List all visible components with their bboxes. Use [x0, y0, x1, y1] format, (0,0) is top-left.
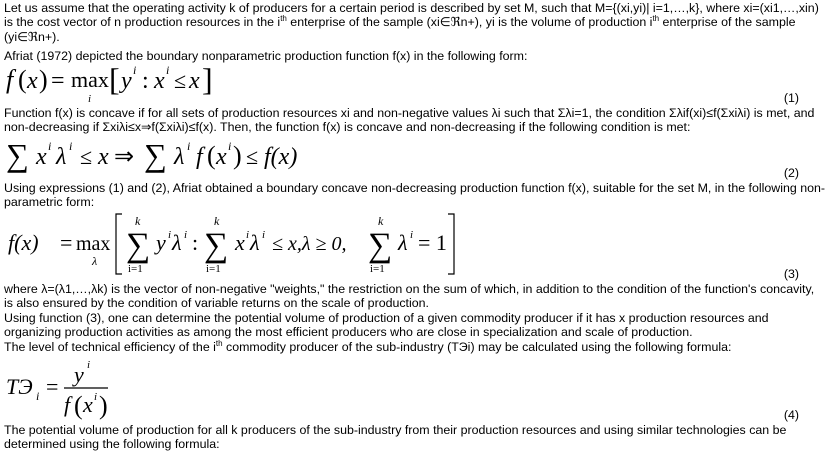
- eq3-y-sup: i: [168, 229, 172, 241]
- eq3-lambda3: λ: [398, 230, 408, 255]
- eq3-equals: =: [60, 230, 73, 255]
- eq3-x: x: [235, 230, 245, 255]
- eq3-bracket-close: [448, 214, 454, 274]
- eq3-sum3: ∑: [368, 227, 393, 264]
- eq3-sum2: ∑: [204, 227, 229, 264]
- eq2-x2: x: [216, 144, 227, 170]
- para1-sup1: th: [280, 14, 287, 24]
- paragraph-afriat-result: Using expressions (1) and (2), Afriat obtained a boundary concave non-decreasing production function f(x), suitable for the set M, in the following non-parametric form:: [4, 181, 825, 210]
- eq3-sum3-lower: i=1: [370, 263, 385, 275]
- eq3-max-sub: λ: [92, 254, 98, 268]
- eq2-f: f: [196, 144, 203, 170]
- eq1-equals: =: [51, 68, 65, 94]
- para1-text-c: enterprise of the sample (yi∈ℜn+).: [4, 15, 796, 44]
- para1-text-b: enterprise of the sample (xi∈ℜn+), yi is the volume of production i: [286, 15, 653, 30]
- eq1-y-sup: i: [133, 63, 137, 77]
- eq2-x2-sup: i: [228, 139, 232, 153]
- eq3-max: max: [76, 233, 111, 255]
- eq3-lambda: λ: [172, 230, 182, 255]
- eq2-sum: ∑: [6, 137, 29, 173]
- equation-2-number: (2): [783, 166, 799, 180]
- eq3-sum2-upper: k: [214, 214, 220, 228]
- paragraph-potential: Using function (3), one can determine the potential volume of production of a given commodity producer if it has x production resources and organizing production activities as among the most efficient producers who are close in specialization and scale of production.: [4, 311, 769, 340]
- eq3-lambda-sup: i: [184, 229, 188, 241]
- eq2-fx: f(x): [264, 144, 298, 170]
- eq4-paren-open: (: [74, 391, 83, 420]
- eq3-lambda2: λ: [250, 230, 260, 255]
- paragraph-weights: where λ=(λ1,…,λk) is the vector of non-negative "weights," the restriction on the sum of which, in addition to the condition of the function's concavity, is also ensured by the condition of variable returns on the scale of production.: [4, 282, 815, 311]
- eq1-max: max: [71, 67, 109, 92]
- eq4-lhs: TЭ: [6, 374, 33, 399]
- eq2-x-sup: i: [48, 139, 52, 153]
- para1-text-a: Let us assume that the operating activity k of producers for a certain period is described by set M, such that M={(xi,yi)| i=1,…,k}, where xi=(xi1,…,xin) is the cost vector of n production resources in the i: [4, 1, 819, 30]
- eq1-x2: x: [154, 68, 165, 94]
- eq1-y: y: [121, 68, 132, 94]
- eq1-x: x: [27, 68, 38, 94]
- eq1-paren-open: (: [18, 65, 27, 94]
- eq3-sum1: ∑: [126, 227, 151, 264]
- eq3-y: y: [156, 230, 166, 255]
- eq4-equals: =: [46, 374, 59, 399]
- eq3-conditions: ≤ x,λ ≥ 0,: [272, 233, 347, 255]
- eq3-sum1-upper: k: [135, 214, 141, 228]
- eq3-colon: :: [192, 230, 199, 255]
- eq1-colon: :: [142, 68, 149, 94]
- paragraph-potential-volume: The potential volume of production for all k producers of the sub-industry from their production resources and using similar technologies can be determined using the following formula:: [4, 423, 787, 452]
- eq4-lhs-sub: i: [36, 389, 40, 403]
- eq1-paren-close: ): [39, 65, 48, 94]
- eq3-lambda2-sup: i: [262, 229, 266, 241]
- equation-4-number: (4): [783, 408, 799, 422]
- eq3-lambda3-sup: i: [410, 229, 414, 241]
- para1-sup2: th: [652, 14, 660, 24]
- eq4-numerator: y: [74, 362, 84, 387]
- eq2-paren-open: (: [207, 141, 216, 170]
- paragraph-efficiency: [4, 340, 826, 354]
- eq2-sum2: ∑: [144, 137, 167, 173]
- paragraph-afriat: Afriat (1972) depicted the boundary nonparametric production function f(x) in the following form:: [4, 49, 528, 63]
- eq2-le2: ≤: [246, 144, 259, 169]
- eq1-max-index: i: [88, 93, 92, 104]
- eq3-equals-one: = 1: [418, 230, 447, 255]
- eq2-paren-close: ): [233, 141, 242, 170]
- eq1-bracket-close: ]: [202, 61, 213, 97]
- para7-text-b: commodity producer of the sub-industry (TЭi) may be calculated using the following formula:: [222, 340, 732, 354]
- eq3-bracket-open: [116, 214, 122, 274]
- eq3-fx: f(x): [8, 230, 39, 255]
- equation-1: [4, 60, 224, 104]
- eq2-xr: x: [98, 144, 109, 170]
- eq3-x-sup: i: [246, 229, 250, 241]
- eq3-sum1-lower: i=1: [128, 263, 143, 275]
- eq2-lambda2: λ: [174, 144, 185, 170]
- eq3-sum3-upper: k: [378, 214, 384, 228]
- eq2-lambda: λ: [56, 144, 67, 170]
- equation-3: [4, 210, 474, 278]
- para7-sup: th: [215, 338, 223, 348]
- eq4-paren-close: ): [99, 391, 108, 420]
- eq2-lambda-sup: i: [69, 139, 73, 153]
- equation-3-number: (3): [783, 267, 799, 281]
- eq3-sum2-lower: i=1: [206, 263, 221, 275]
- eq2-le: ≤: [80, 144, 93, 169]
- eq1-le: ≤: [174, 68, 187, 93]
- para7-text-a: The level of technical efficiency of the i: [4, 340, 216, 354]
- equation-4: [4, 356, 124, 422]
- eq4-denominator-x: x: [83, 392, 93, 417]
- eq4-den-sup: i: [94, 391, 98, 403]
- eq1-rhs: x: [189, 68, 200, 94]
- eq4-denominator-f: f: [64, 392, 71, 417]
- eq1-x2-sup: i: [166, 63, 170, 77]
- eq2-lambda2-sup: i: [187, 139, 191, 153]
- eq1-bracket-open: [: [109, 61, 120, 97]
- equation-2: [4, 136, 324, 176]
- eq2-implies: ⇒: [114, 144, 135, 170]
- paragraph-intro: [4, 1, 826, 44]
- equation-1-number: (1): [783, 91, 799, 105]
- eq1-f: f: [6, 65, 14, 94]
- paragraph-concavity: Function f(x) is concave if for all sets of production resources xi and non-negative values λi such that Σλi=1, the condition Σλif(xi)≤f(Σxiλi) is met, and non-decreasing if Σxiλi≤x⇒f(Σxiλi)≤f(x). Then, the function f(x) is concave and non-decreasing if the following condition is met:: [4, 106, 815, 135]
- eq4-num-sup: i: [87, 359, 91, 371]
- eq2-x: x: [36, 144, 47, 170]
